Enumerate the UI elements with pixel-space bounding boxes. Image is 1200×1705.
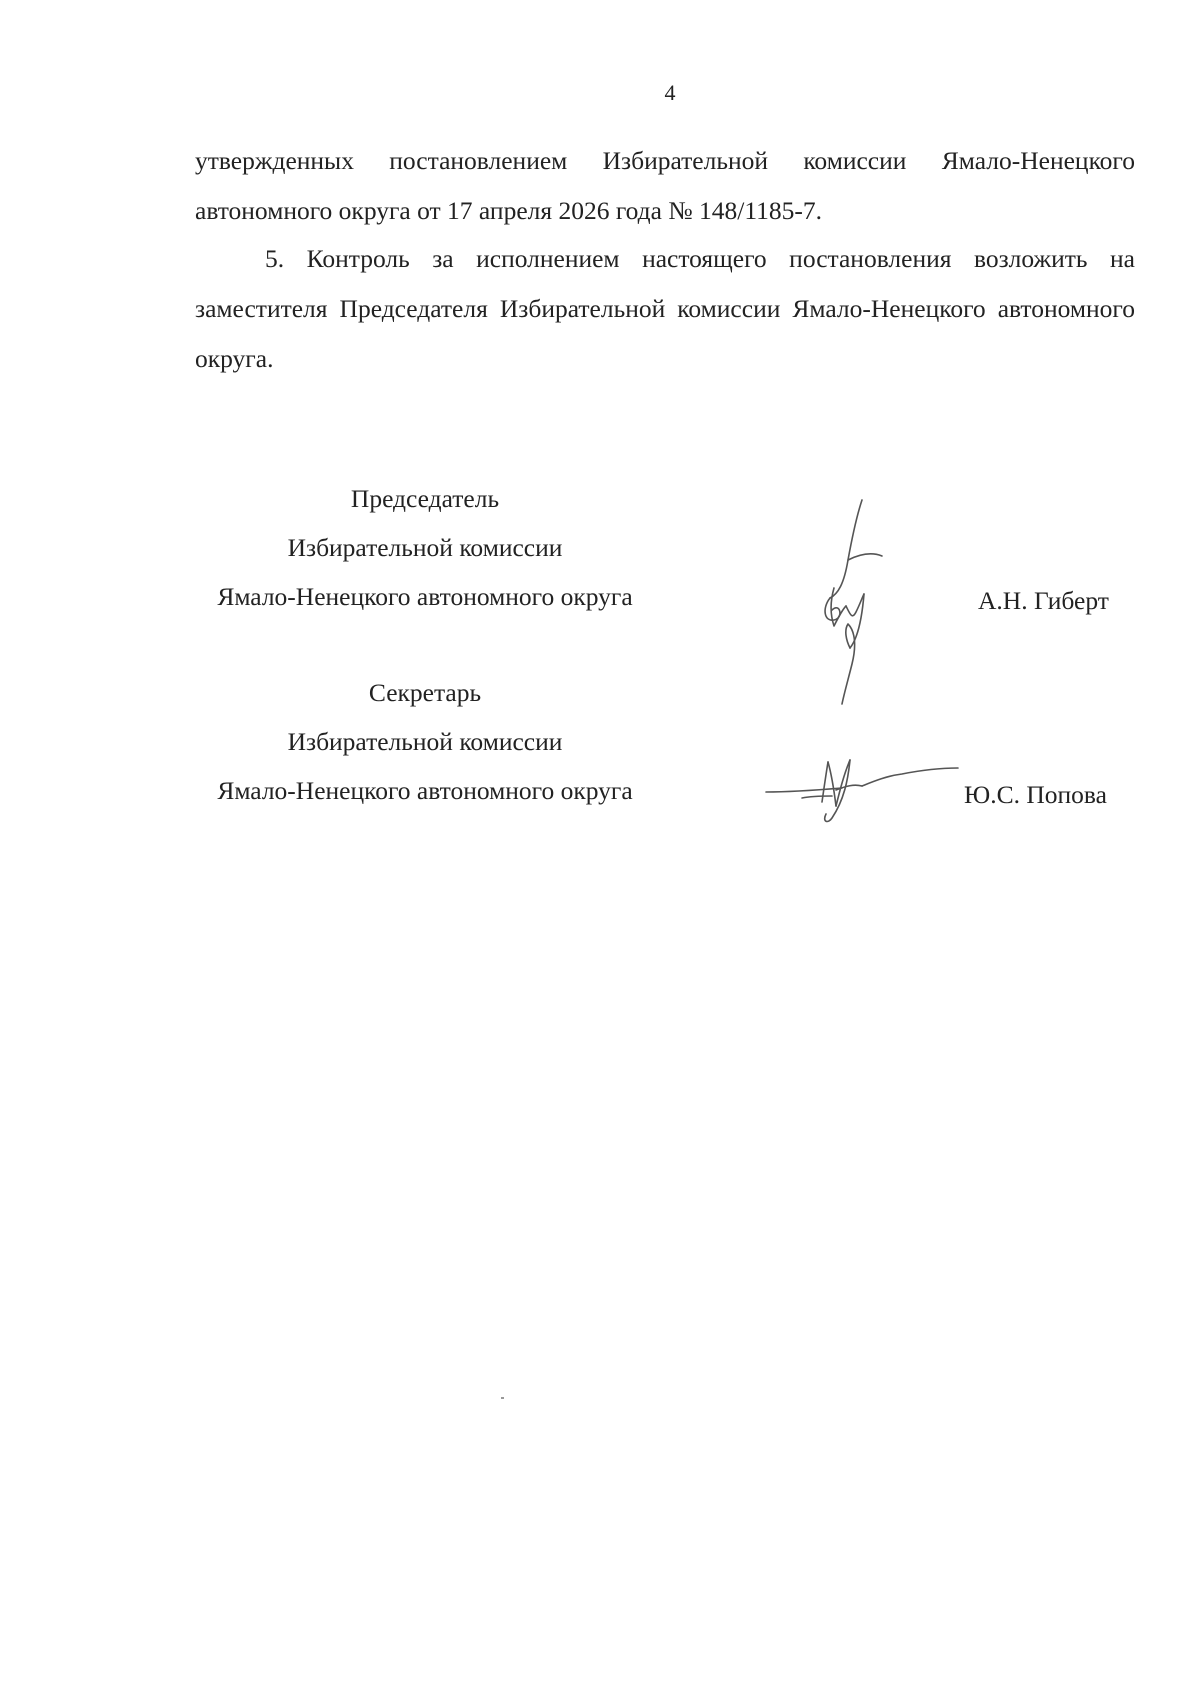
chairman-title-line: Председатель (350, 484, 500, 513)
secretary-title-line: Избирательной комиссии (287, 727, 563, 756)
scan-speck (501, 1397, 504, 1399)
secretary-signature (762, 756, 962, 828)
paragraph-item-5: 5. Контроль за исполнением настоящего постановления возложить на заместителя Председателя Избирательной комиссии Ямало-Ненецкого автономного округа. (195, 244, 1135, 373)
page-number: 4 (664, 80, 676, 105)
chairman-title-line: Ямало-Ненецкого автономного округа (217, 582, 633, 611)
chairman-name: А.Н. Гиберт (978, 586, 1109, 615)
chairman-title (185, 474, 665, 621)
chairman-title-line: Избирательной комиссии (287, 533, 563, 562)
secretary-title-line: Секретарь (368, 678, 482, 707)
chairman-signature (800, 498, 900, 708)
secretary-name: Ю.С. Попова (964, 780, 1107, 809)
secretary-title (185, 668, 665, 815)
secretary-title-line: Ямало-Ненецкого автономного округа (217, 776, 633, 805)
paragraph-continuation: утвержденных постановлением Избирательной комиссии Ямало-Ненецкого автономного округа от 17 апреля 2026 года № 148/1185-7. (195, 146, 1135, 225)
